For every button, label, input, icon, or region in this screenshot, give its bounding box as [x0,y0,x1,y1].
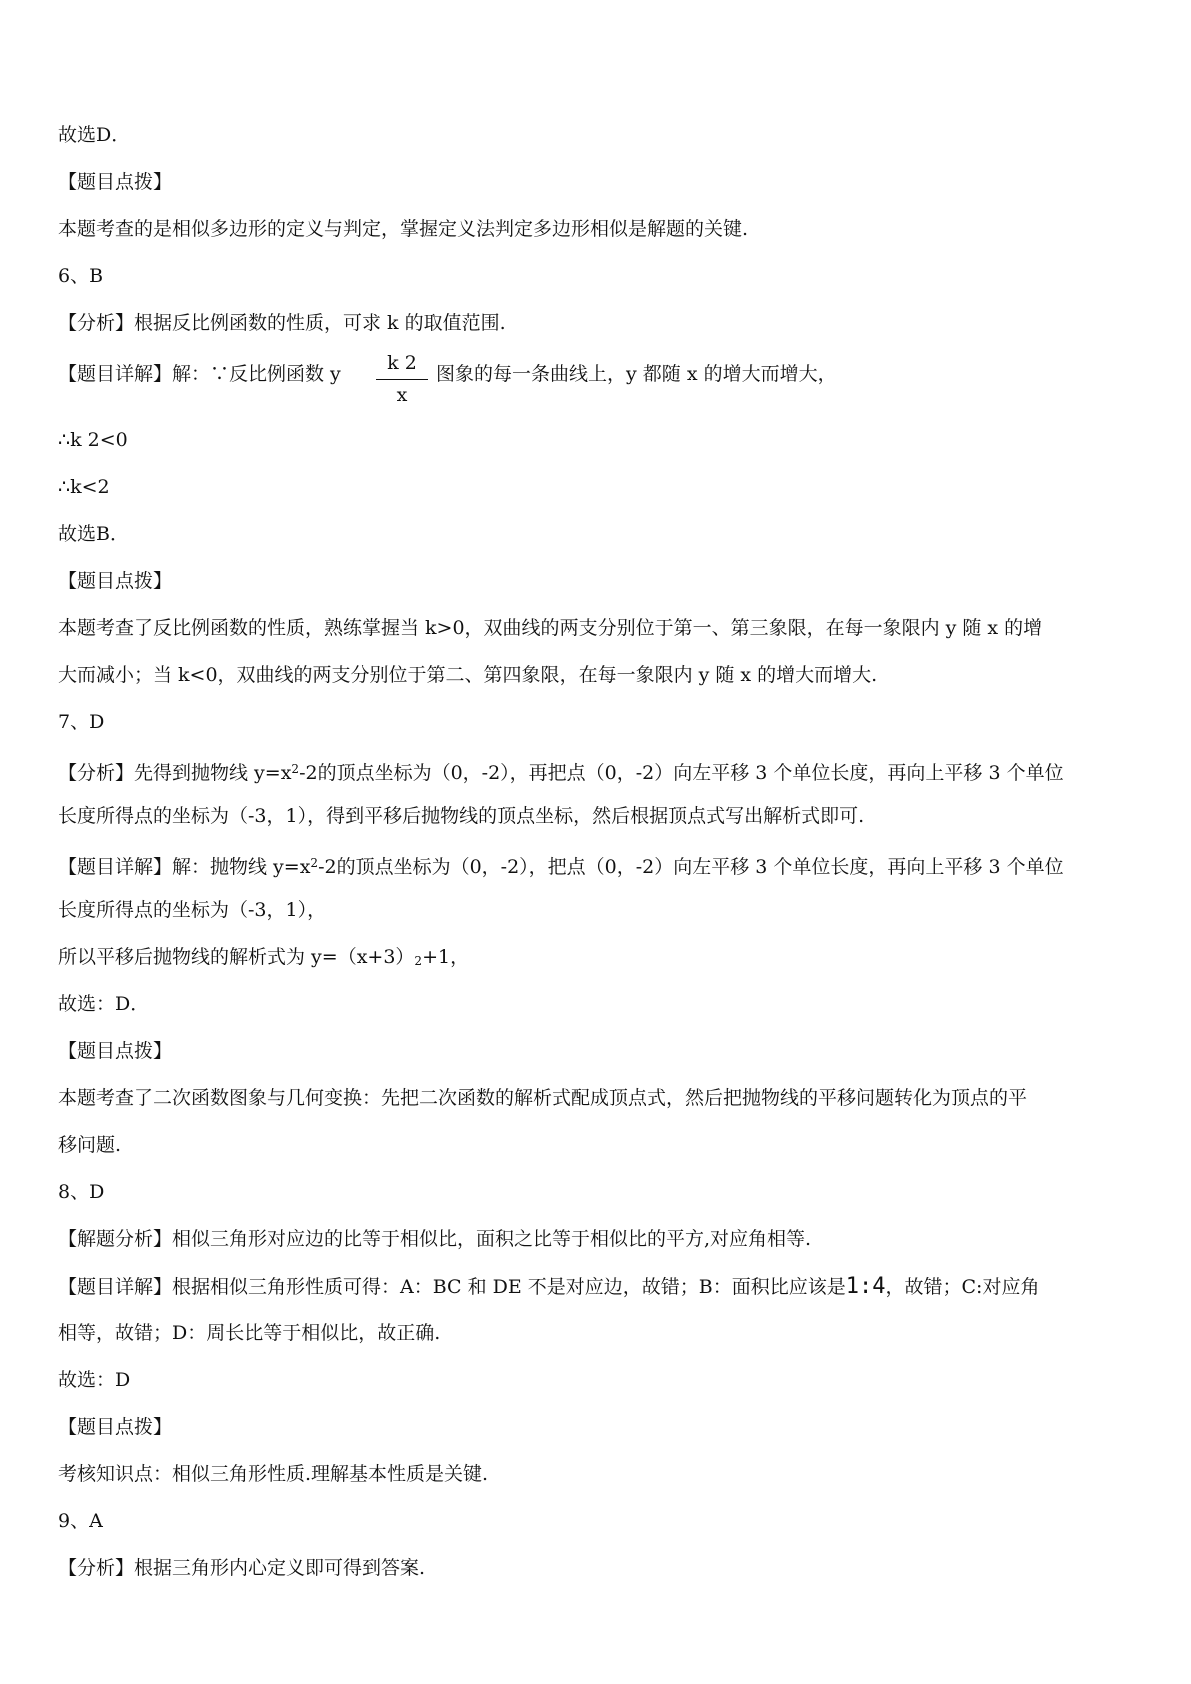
question-answer: 8、D [58,1181,105,1203]
text-line: 大而减小；当 k<0，双曲线的两支分别位于第二、第四象限，在每一象限内 y 随 x 的增大而增大. [58,664,878,686]
fraction [376,347,428,410]
text-line: 本题考查了反比例函数的性质，熟练掌握当 k>0，双曲线的两支分别位于第一、第三象限，在每一象限内 y 随 x 的增 [58,617,1043,639]
text-segment: 【题目详解】解：抛物线 y=x [58,856,311,878]
text-line: 故选：D [58,1369,131,1391]
text-segment: 所以平移后抛物线的解析式为 y=（x+3） [58,946,415,968]
superscript: 2 [310,856,319,870]
text-line: 故选：D． [58,993,150,1015]
text-line [58,746,1138,793]
question-answer: 9、A [58,1510,103,1532]
section-heading: 【题目点拨】 [58,171,173,193]
fraction-numerator: k 2 [376,347,428,380]
text-line: 移问题. [58,1134,122,1156]
text-segment: 【分析】先得到抛物线 y=x [58,762,292,784]
text-segment: +1， [422,946,470,968]
text-line: 【分析】根据反比例函数的性质，可求 k 的取值范围. [58,312,506,334]
subscript: 2 [414,954,423,968]
question-answer: 6、B [58,265,104,287]
text-line: 【解题分析】相似三角形对应边的比等于相似比，面积之比等于相似比的平方,对应角相等. [58,1228,812,1250]
section-heading: 【题目点拨】 [58,1416,173,1438]
superscript: 2 [291,762,300,776]
ratio-text: 1:4 [845,1274,886,1299]
text-segment: -2的顶点坐标为（0，-2），再把点（0，-2）向左平移 3 个单位长度，再向上平移 3 个单位 [299,762,1064,784]
section-heading: 【题目点拨】 [58,1040,173,1062]
text-line: 长度所得点的坐标为（-3，1），得到平移后抛物线的顶点坐标，然后根据顶点式写出解析式即可. [58,805,865,827]
text-line: 本题考查的是相似多边形的定义与判定，掌握定义法判定多边形相似是解题的关键. [58,218,749,240]
text-line: ∴k 2<0 [58,429,128,451]
fraction-line [58,347,1138,417]
text-segment: -2的顶点坐标为（0，-2），把点（0，-2）向左平移 3 个单位长度，再向上平移 3 个单位 [318,856,1064,878]
document-body [58,112,1138,1592]
text-line [58,840,1138,887]
text-line: 故选B． [58,523,129,545]
text-line: 故选D． [58,124,131,146]
text-line: 相等，故错；D：周长比等于相似比，故正确. [58,1322,441,1344]
text-line: 考核知识点：相似三角形性质.理解基本性质是关键. [58,1463,489,1485]
text-segment: 图象的每一条曲线上，y 都随 x 的增大而增大， [436,363,837,385]
text-line: 本题考查了二次函数图象与几何变换：先把二次函数的解析式配成顶点式，然后把抛物线的平移问题转化为顶点的平 [58,1087,1028,1109]
text-segment: 【题目详解】根据相似三角形性质可得：A：BC 和 DE 不是对应边，故错；B：面积比应该是 [58,1276,846,1298]
text-line [58,1263,1138,1310]
text-segment: ，故错；C:对应角 [885,1276,1040,1298]
text-line: 【分析】根据三角形内心定义即可得到答案. [58,1557,426,1579]
text-line [58,934,1138,981]
fraction-denominator: x [396,384,408,406]
text-segment: 【题目详解】解：∵反比例函数 y [58,363,341,385]
text-line: 长度所得点的坐标为（-3，1）， [58,899,327,921]
section-heading: 【题目点拨】 [58,570,173,592]
question-answer: 7、D [58,711,105,733]
text-line: ∴k<2 [58,476,110,498]
